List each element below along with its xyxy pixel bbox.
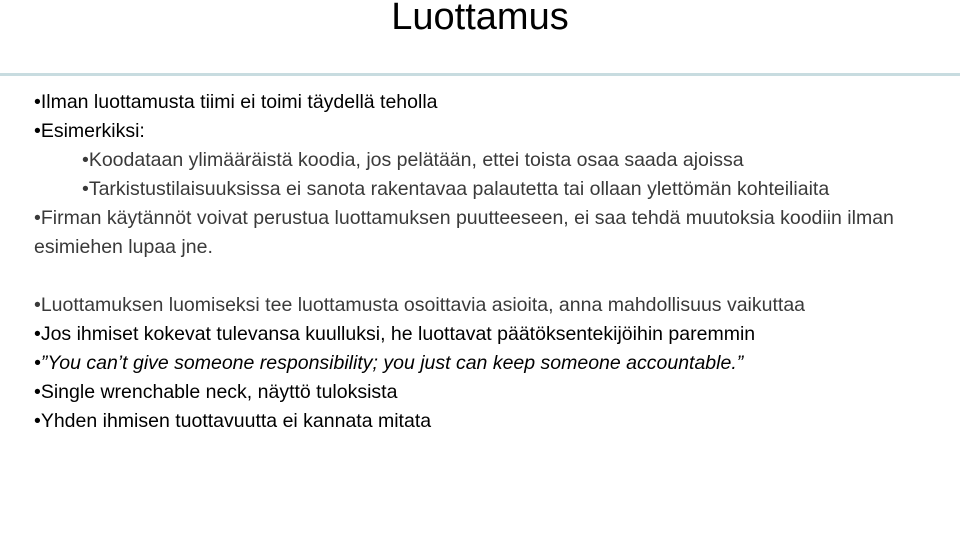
- list-item: [34, 407, 944, 436]
- spacer: [34, 262, 944, 291]
- quote-item: [34, 349, 944, 378]
- bullet-marker: •: [34, 120, 41, 142]
- bullet-marker: •: [34, 294, 41, 316]
- list-item: [34, 378, 944, 407]
- sub-list-item: [34, 175, 944, 204]
- list-item: [34, 204, 944, 262]
- slide-title: Luottamus: [391, 0, 569, 38]
- list-item: [34, 117, 944, 146]
- bullet-marker: •: [34, 207, 41, 229]
- bullet-marker: •: [34, 352, 41, 374]
- bullet-marker: •: [34, 323, 41, 345]
- list-item: [34, 88, 944, 117]
- bullet-marker: •: [34, 410, 41, 432]
- bullet-text: Jos ihmiset kokevat tulevansa kuulluksi, he luottavat päätöksentekijöihin paremmin: [40, 323, 756, 345]
- bullet-text: Koodataan ylimääräistä koodia, jos pelätään, ettei toista osaa saada ajoissa: [88, 149, 744, 171]
- bullet-marker: •: [34, 91, 41, 113]
- bullet-text: Luottamuksen luomiseksi tee luottamusta osoittavia asioita, anna mahdollisuus vaikuttaa: [40, 294, 806, 316]
- slide-body: [34, 88, 944, 436]
- bullet-text: Firman käytännöt voivat perustua luottamuksen puutteeseen, ei saa tehdä muutoksia koodiin ilman esimiehen lupaa jne.: [34, 207, 894, 258]
- list-item: [34, 291, 944, 320]
- bullet-marker: •: [82, 178, 89, 200]
- title-divider: [0, 73, 960, 76]
- bullet-marker: •: [34, 381, 41, 403]
- sub-list-item: [34, 146, 944, 175]
- bullet-text: Esimerkiksi:: [40, 120, 145, 142]
- bullet-text: Ilman luottamusta tiimi ei toimi täydellä teholla: [40, 91, 438, 113]
- bullet-text: ”You can’t give someone responsibility; you just can keep someone accountable.”: [40, 352, 744, 374]
- bullet-text: Yhden ihmisen tuottavuutta ei kannata mitata: [40, 410, 432, 432]
- bullet-marker: •: [82, 149, 89, 171]
- list-item: [34, 320, 944, 349]
- bullet-text: Single wrenchable neck, näyttö tuloksista: [40, 381, 398, 403]
- bullet-text: Tarkistustilaisuuksissa ei sanota rakentavaa palautetta tai ollaan ylettömän kohteiliaita: [88, 178, 830, 200]
